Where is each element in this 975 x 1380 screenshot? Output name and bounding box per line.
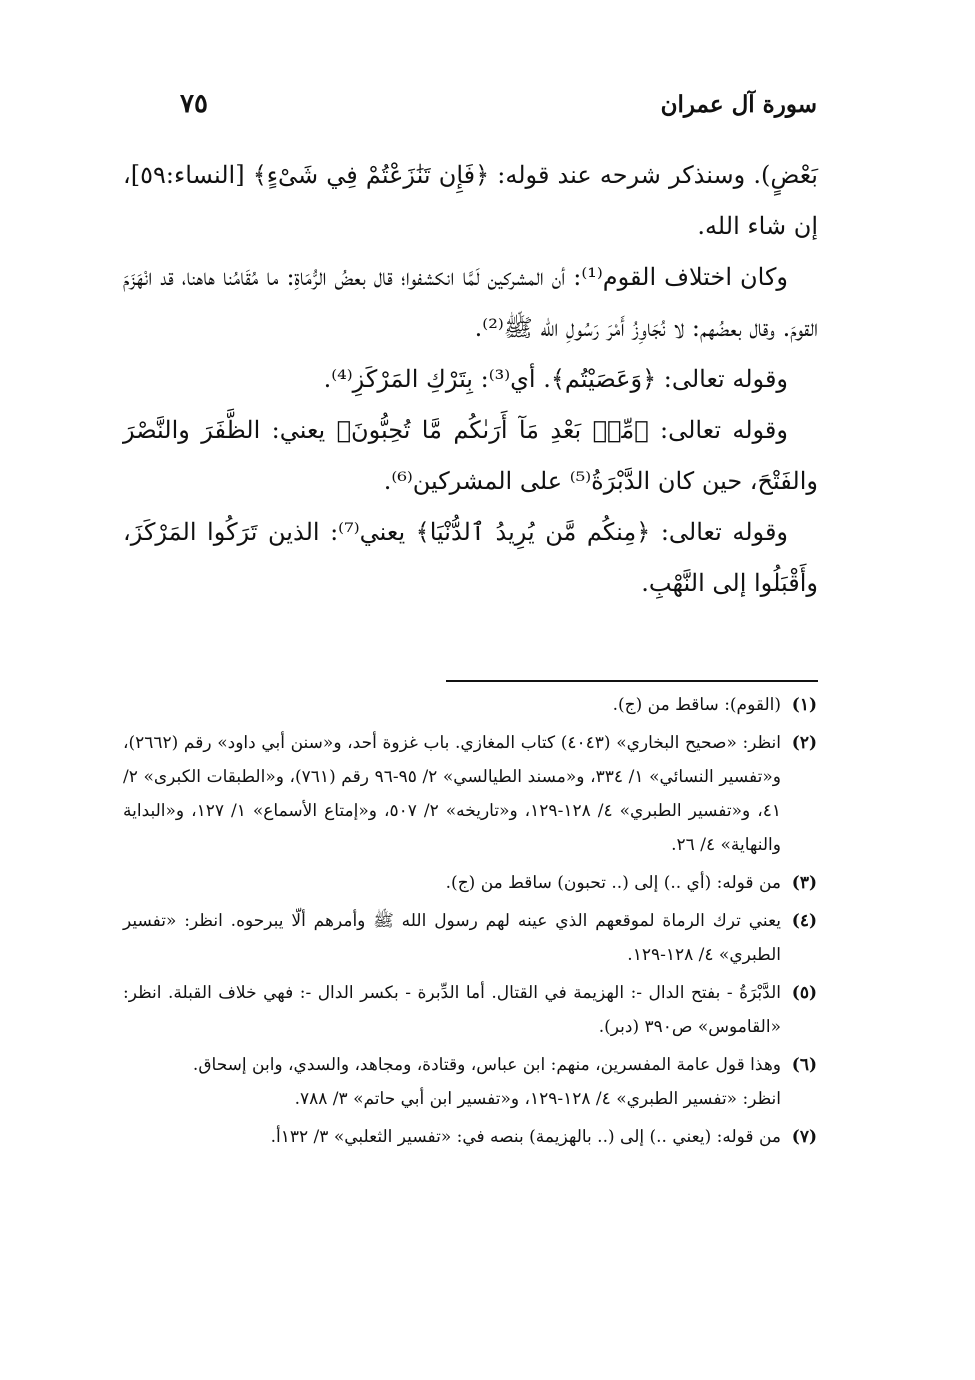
- footnote: [123, 866, 817, 900]
- footnote-number: (٧): [791, 1127, 817, 1147]
- footnote-number: (٦): [791, 1055, 817, 1075]
- page-header: [180, 84, 817, 124]
- footnotes: [123, 688, 817, 1158]
- footnote-divider: [446, 680, 818, 682]
- footnote: [123, 688, 817, 722]
- paragraph: وكان اختلاف القوم⁽¹⁾: أن المشركين لَمَّا انكشفوا؛ قال بعضُ الرُّمَاةِ: ما مُقَامُنا هاهنا، قد انْهَزَمَ القومَ. وقال بعضُهم: لا نُجَاوِزُ أَمْرَ رَسُولِ الله ﷺ⁽²⁾.: [123, 263, 818, 342]
- footnote: [123, 1120, 817, 1154]
- footnote: [123, 976, 817, 1044]
- footnote-text: (القوم): ساقط من (ج).: [612, 695, 781, 715]
- footnote-number: (٥): [791, 983, 817, 1003]
- footnote-number: (٢): [791, 733, 817, 753]
- footnote-body: [123, 1048, 781, 1116]
- paragraph: وقوله تعالى: ﴿وَعَصَيْتُم﴾. أي⁽³⁾: بِتَرْكِ المَرْكَزِ⁽⁴⁾.: [323, 365, 788, 393]
- footnote-text: من قوله: (أي ..) إلى (.. تحبون) ساقط من (ج).: [445, 873, 781, 893]
- page-number: ٧٥: [180, 89, 208, 119]
- footnote: [123, 1048, 817, 1116]
- footnote-text: انظر: «صحيح البخاري» (٤٠٤٣) كتاب المغازي. باب غزوة أحد، و«سنن أبي داود» رقم (٢٦٦٢)، و«تفسير النسائي» ١/ ٣٣٤، و«مسند الطيالسي» ٢/ ٩٥-٩٦ رقم (٧٦١)، و«الطبقات الكبرى» ٢/ ٤١، و«تفسير الطبري» ٤/ ١٢٨-١٢٩، و«تاريخه» ٢/ ٥٠٧، و«إمتاع الأسماع» ١/ ١٢٧، و«البداية والنهاية» ٤/ ٢٦.: [123, 733, 781, 855]
- footnote-number: (٤): [791, 911, 817, 931]
- footnote-text: من قوله: (يعني ..) إلى (.. بالهزيمة) بنصه في: «تفسير الثعلبي» ٣/ ١٣٢أ.: [270, 1127, 781, 1147]
- footnote: [123, 726, 817, 862]
- paragraph: وقوله تعالى: ﴿مِّنۢ بَعْدِ مَآ أَرَىٰكُم مَّا تُحِبُّونَ﴾ يعني: الظَّفَرَ والنَّصْرَ والفَتْحَ، حين كان الدَّبْرَةُ⁽⁵⁾ على المشركين⁽⁶⁾.: [123, 416, 818, 495]
- footnote-text: يعني ترك الرماة لموقعهم الذي عينه لهم رسول الله ﷺ وأمرهم ألّا يبرحوه. انظر: «تفسير الطبري» ٤/ ١٢٨-١٢٩.: [123, 911, 781, 965]
- footnote-reference: انظر: «تفسير الطبري» ٤/ ١٢٨-١٢٩، و«تفسير ابن أبي حاتم» ٣/ ٧٨٨.: [294, 1089, 781, 1109]
- footnote-text: الدَّبْرَةُ - بفتح الدال -: الهزيمة في القتال. أما الدِّبرة - بكسر الدال -: فهي خلاف القبلة. انظر: «القاموس» ص٣٩٠ (دبر).: [123, 983, 781, 1037]
- main-text: [123, 150, 818, 609]
- running-title: سورة آل عمران: [660, 90, 817, 118]
- footnote-number: (١): [791, 695, 817, 715]
- footnote-text: وهذا قول عامة المفسرين، منهم: ابن عباس، وقتادة، ومجاهد، والسدي، وابن إسحاق.: [192, 1055, 781, 1075]
- footnote-number: (٣): [791, 873, 817, 893]
- paragraph: وقوله تعالى: ﴿مِنكُم مَّن يُرِيدُ ٱلدُّنْيَا﴾ يعني⁽⁷⁾: الذين تَرَكُوا المَرْكَزَ، وأَقْبَلُوا إلى النَّهْبِ.: [123, 518, 818, 597]
- paragraph: بَعْضٍ). وسنذكر شرحه عند قوله: ﴿فَإِن تَنَٰزَعْتُمْ فِي شَىْءٍ﴾ [النساء:٥٩]، إن شاء الله.: [123, 161, 818, 240]
- footnote: [123, 904, 817, 972]
